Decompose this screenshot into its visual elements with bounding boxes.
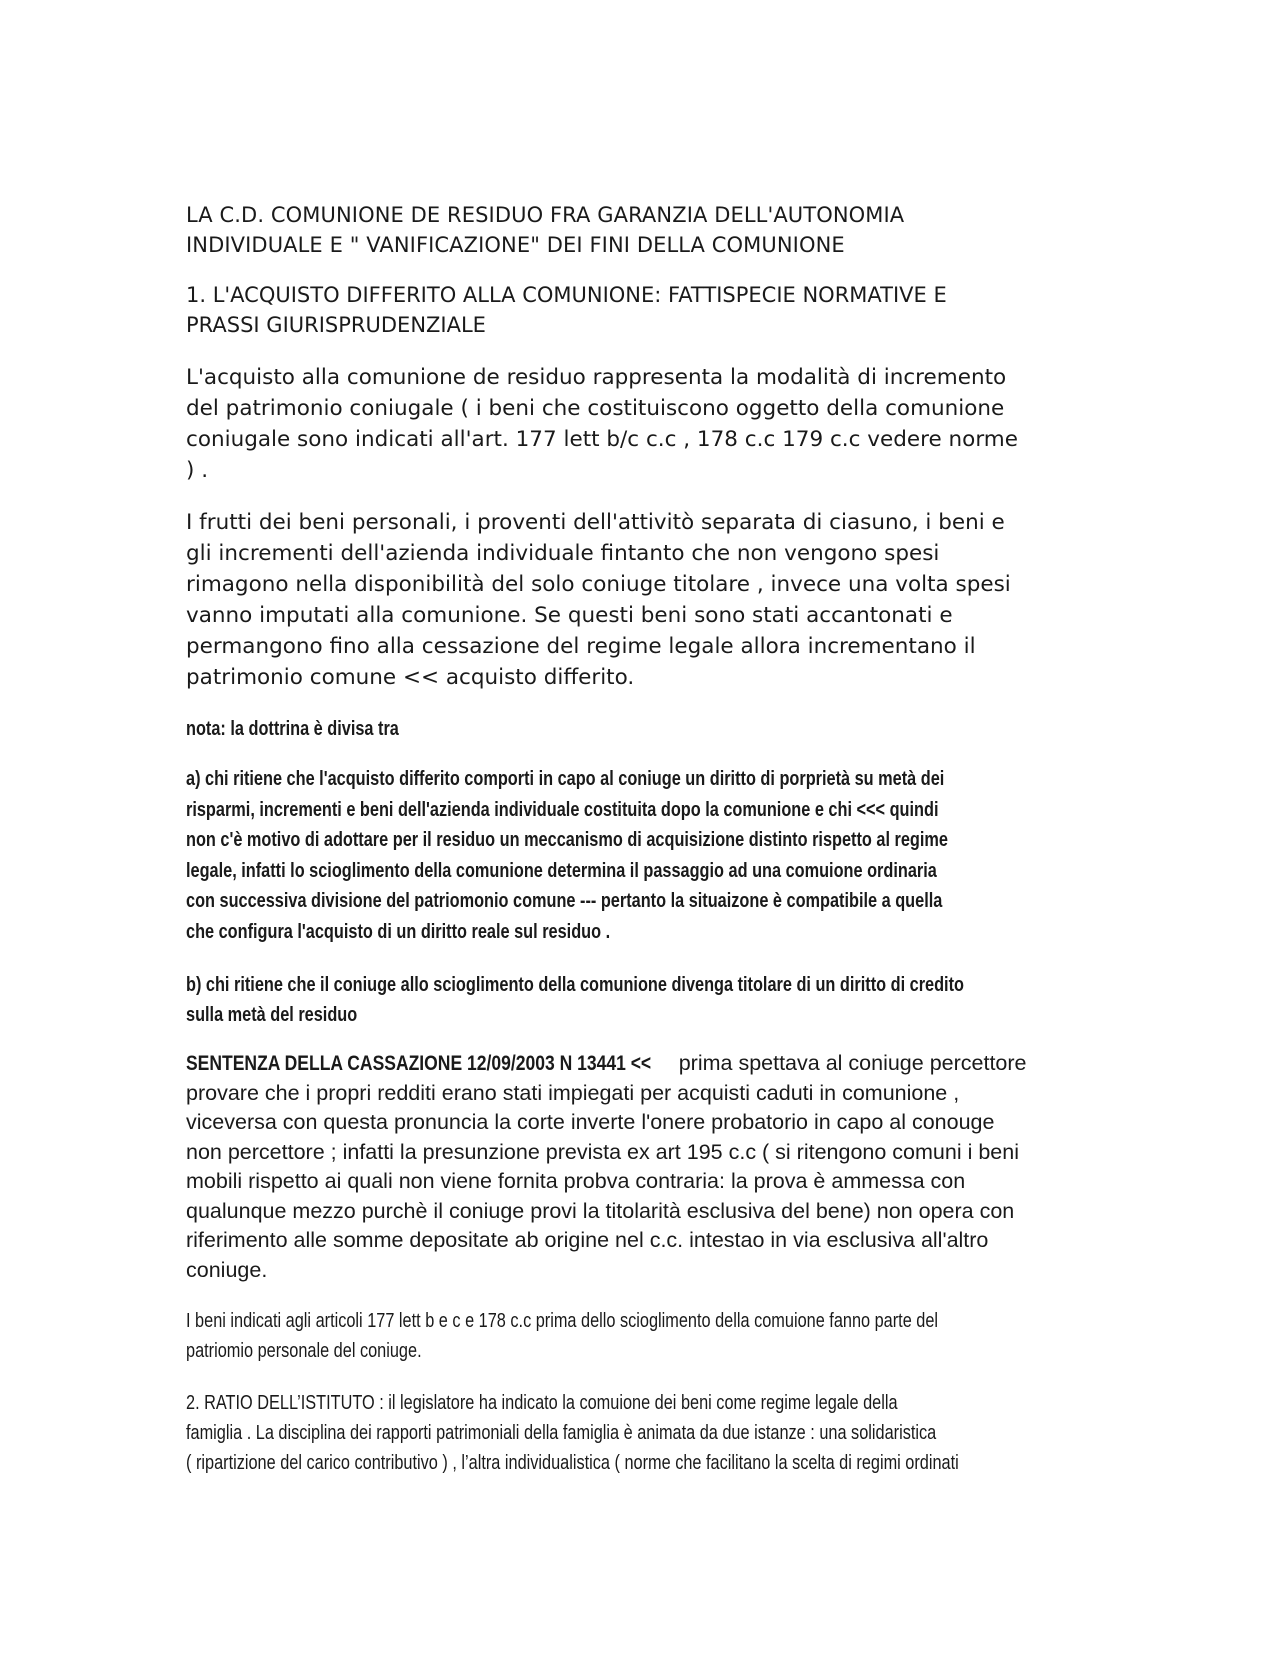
paragraph-line [186,1049,1086,1079]
list-item-line: con successiva divisione del patriomonio comune --- pertanto la situaizone è compatibile a quella [186,890,943,912]
paragraph-line: non percettore ; infatti la presunzione prevista ex art 195 c.c ( si ritengono comuni i beni [186,1139,1019,1164]
paragraph-line: L'acquisto alla comunione de residuo rappresenta la modalità di incremento [186,365,1007,390]
paragraph-line: I beni indicati agli articoli 177 lett b e c e 178 c.c prima dello scioglimento della comuione fanno parte del [186,1310,939,1332]
paragraph-line: famiglia . La disciplina dei rapporti patrimoniali della famiglia è animata da due istanze : una solidaristica [186,1422,937,1444]
paragraph-line: permangono fino alla cessazione del regime legale allora incrementano il [186,634,976,659]
note-text: nota: la dottrina è divisa tra [186,718,399,740]
paragraph-line: patriomio personale del coniuge. [186,1340,422,1362]
paragraph-line: vanno imputati alla comunione. Se questi beni sono stati accantonati e [186,603,953,628]
title-line: LA C.D. COMUNIONE DE RESIDUO FRA GARANZIA DELL'AUTONOMIA [186,203,905,227]
sentenza-first-text: prima spettava al coniuge percettore [666,1051,1027,1075]
paragraph-line: rimagono nella disponibilità del solo coniuge titolare , invece una volta spesi [186,572,1011,597]
paragraph-line: I frutti dei beni personali, i proventi dell'attivitò separata di ciasuno, i beni e [186,510,1005,535]
paragraph-acquisto [186,362,1086,486]
paragraph-line: provare che i propri redditi erano stati impiegati per acquisti caduti in comunione , [186,1080,960,1105]
list-item-a [186,764,1050,947]
paragraph-line: patrimonio comune << acquisto differito. [186,665,635,690]
list-item-line: legale, infatti lo scioglimento della comunione determina il passaggio ad una comuione ordinaria [186,859,937,882]
list-item-line: b) chi ritiene che il coniuge allo scioglimento della comunione divenga titolare di un diritto di credito [186,974,964,996]
section-2-ratio [186,1388,1050,1478]
list-item-line: che configura l'acquisto di un diritto reale sul residuo . [186,920,611,943]
paragraph-line: ( ripartizione del carico contributivo ) , l’altra individualistica ( norme che facilitano la scelta di regimi ordinati [186,1452,959,1474]
paragraph-sentenza [186,1049,1086,1285]
sentenza-citation: SENTENZA DELLA CASSAZIONE 12/09/2003 N 13441 << [186,1051,652,1075]
note-heading [186,714,447,744]
list-item-line: risparmi, incrementi e beni dell'azienda individuale costituita dopo la comunione e chi <<< quindi [186,798,939,821]
paragraph-line: coniugale sono indicati all'art. 177 lett b/c c.c , 178 c.c 179 c.c vedere norme [186,427,1018,452]
heading-line: PRASSI GIURISPRUDENZIALE [186,313,486,337]
list-item-line: non c'è motivo di adottare per il residuo un meccanismo di acquisizione distinto rispetto al regime [186,829,948,851]
heading-line: 1. L'ACQUISTO DIFFERITO ALLA COMUNIONE: FATTISPECIE NORMATIVE E [186,283,947,307]
paragraph-line: coniuge. [186,1257,268,1282]
paragraph-line: 2. RATIO DELL’ISTITUTO : il legislatore ha indicato la comuione dei beni come regime legale della [186,1392,898,1414]
paragraph-beni [186,1306,1034,1366]
title-line: INDIVIDUALE E " VANIFICAZIONE" DEI FINI DELLA COMUNIONE [186,233,845,257]
paragraph-line: riferimento alle somme depositate ab origine nel c.c. intestao in via esclusiva all'altro [186,1228,989,1252]
list-item-line: sulla metà del residuo [186,1004,358,1026]
paragraph-line: mobili rispetto ai quali non viene fornita probva contraria: la prova è ammessa con [186,1169,966,1193]
list-item-b [186,970,1066,1030]
paragraph-line: qualunque mezzo purchè il coniuge provi la titolarità esclusiva del bene) non opera con [186,1198,1015,1223]
document-title [186,200,1086,260]
paragraph-line: gli incrementi dell'azienda individuale fintanto che non vengono spesi [186,541,940,566]
paragraph-line: ) . [186,458,209,483]
paragraph-line: del patrimonio coniugale ( i beni che costituiscono oggetto della comunione [186,396,1005,421]
paragraph-line: viceversa con questa pronuncia la corte inverte l'onere probatorio in capo al conouge [186,1110,995,1134]
paragraph-frutti [186,507,1086,693]
section-1-heading [186,280,1086,340]
list-item-line: a) chi ritiene che l'acquisto differito comporti in capo al coniuge un diritto di porprietà su metà dei [186,768,945,790]
